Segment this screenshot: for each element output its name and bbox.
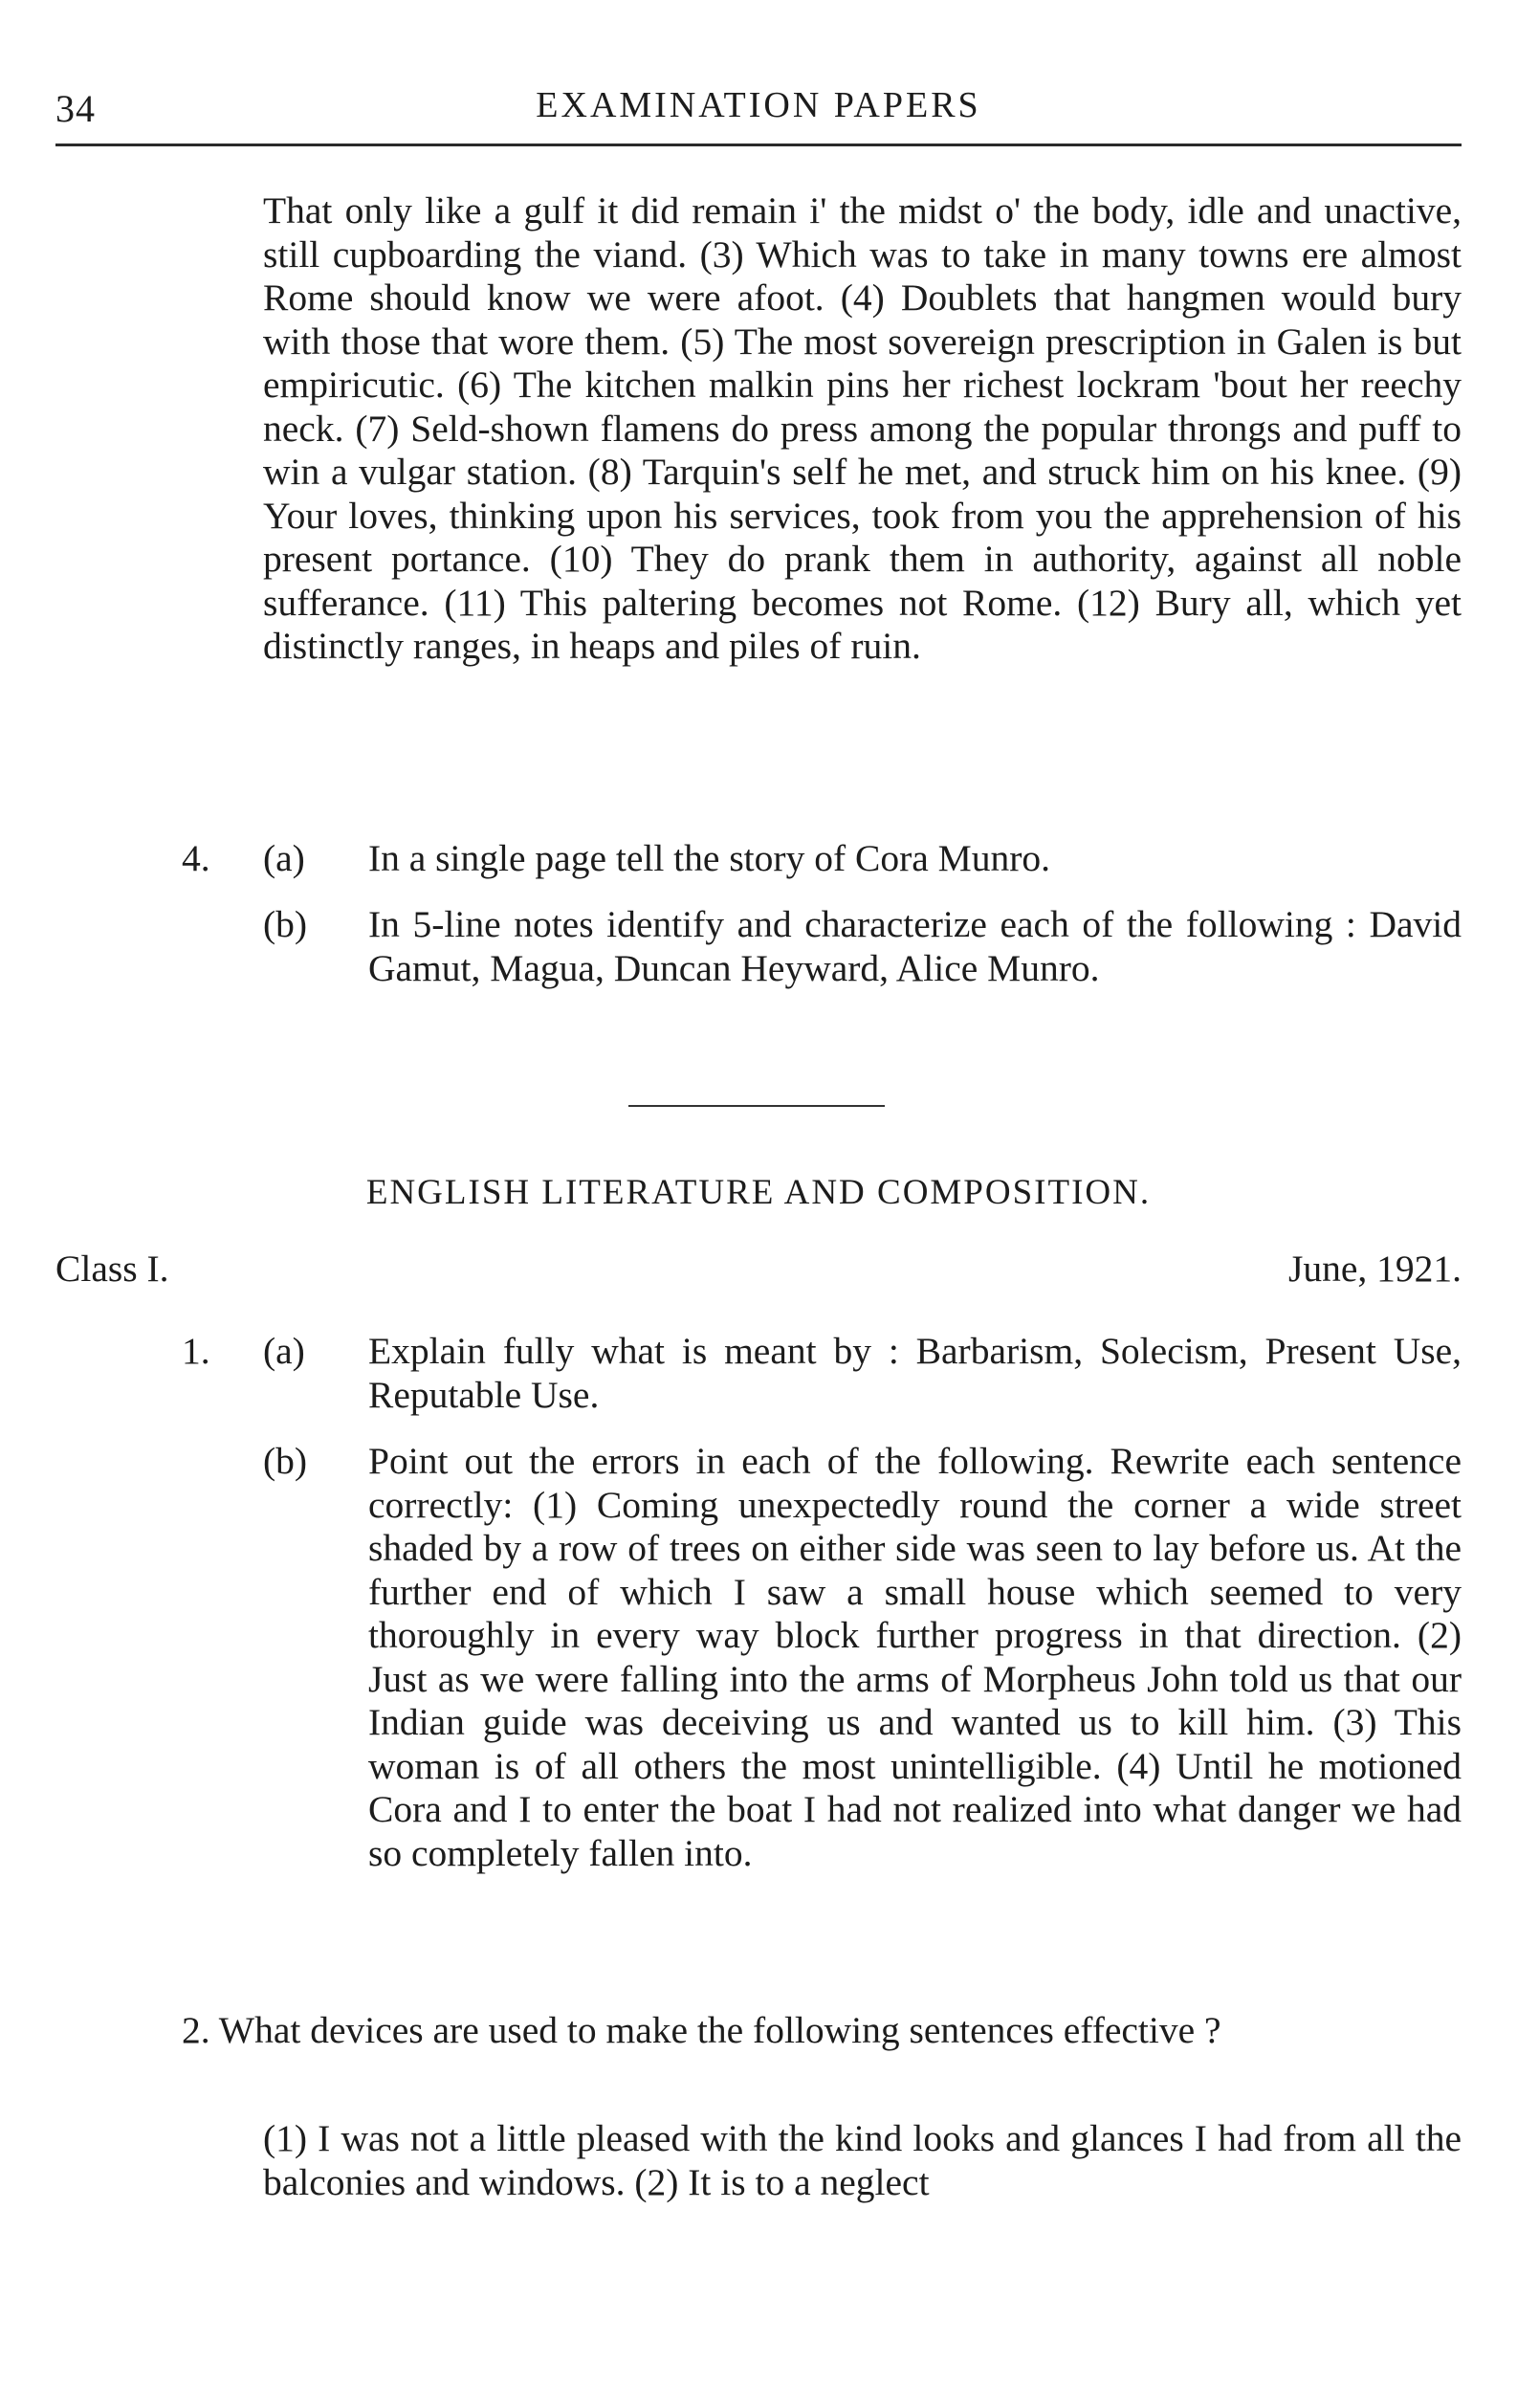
question-passage: (1) I was not a little pleased with the kind looks and glances I had from all the balconies and windows. (2) It is to a neglect [263,2117,1462,2203]
page-header [55,78,1462,136]
question-text: Point out the errors in each of the following. Rewrite each sentence correctly: (1) Coming unexpectedly round the corner a wide street shaded by a row of trees on either side was seen to lay before us. At the further end of which I saw a small house which seemed to very thoroughly in every way block further progress in that direction. (2) Just as we were falling into the arms of Morpheus John told us that our Indian guide was deceiving us and wanted us to kill him. (3) This woman is of all others the most unintelligible. (4) Until he motioned Cora and I to enter the boat I had not realized into what danger we had so completely fallen into. [368,1440,1462,1874]
header-rule [55,144,1462,146]
class-label: Class I. [55,1248,169,1290]
running-title: EXAMINATION PAPERS [536,85,981,125]
question-number: 4. [182,837,210,879]
question-text: In a single page tell the story of Cora Munro. [368,837,1051,879]
subquestion-label: (a) [263,1330,305,1372]
subquestion-label: (a) [263,837,305,879]
question-text: Explain fully what is meant by : Barbarism, Solecism, Present Use, Reputable Use. [368,1330,1462,1416]
question-prompt [55,2009,1462,2053]
page-number: 34 [55,87,96,130]
section-divider [628,1105,885,1107]
question-text: In 5-line notes identify and characterize each of the following : David Gamut, Magua, Duncan Heyward, Alice Munro. [368,903,1462,989]
continuation-paragraph: That only like a gulf it did remain i' the midst o' the body, idle and unactive, still cupboarding the viand. (3) Which was to take in many towns ere almost Rome should know we were afoot. (4) Doublets that hangmen would bury with those that wore them. (5) The most sovereign prescription in Galen is but empiricutic. (6) The kitchen malkin pins her richest lockram 'bout her reechy neck. (7) Seld-shown flamens do press among the popular throngs and puff to win a vulgar station. (8) Tarquin's self he met, and struck him on his knee. (9) Your loves, thinking upon his services, took from you the apprehension of his present portance. (10) They do prank them in authority, against all noble sufferance. (11) This paltering becomes not Rome. (12) Bury all, which yet distinctly ranges, in heaps and piles of ruin. [263,189,1462,667]
subquestion-label: (b) [263,903,308,945]
subquestion-label: (b) [263,1440,308,1482]
question-number: 2. [182,2009,210,2051]
question-number: 1. [182,1330,210,1372]
section-title: ENGLISH LITERATURE AND COMPOSITION. [365,1173,1152,1212]
question-text: What devices are used to make the following sentences effective ? [218,2009,1221,2051]
exam-date: June, 1921. [1287,1248,1462,1290]
